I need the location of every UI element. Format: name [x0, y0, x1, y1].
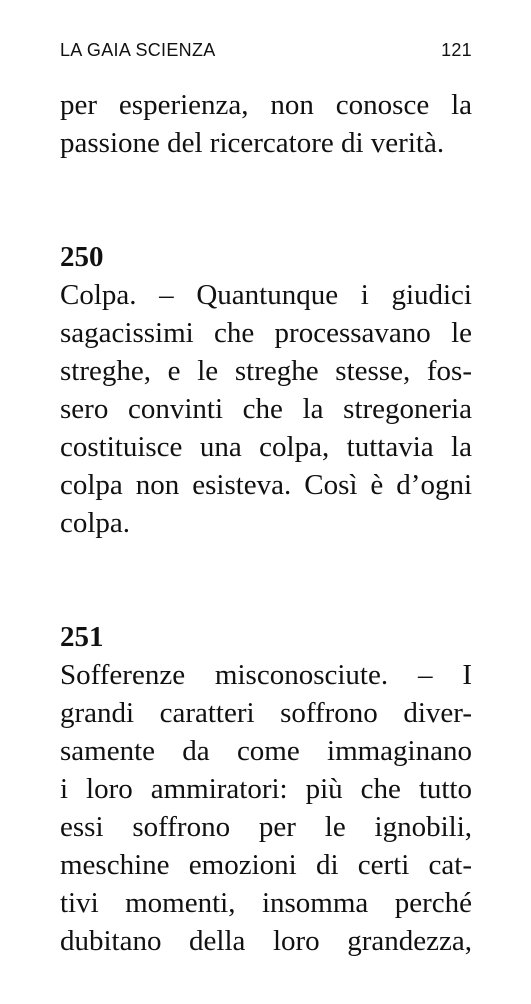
aphorism-number: 250: [60, 241, 104, 273]
text-line: tivi momenti, insomma perché: [60, 887, 472, 919]
text-line: per esperienza, non conosce la: [60, 89, 472, 121]
text-line: meschine emozioni di certi cat-: [60, 849, 472, 881]
text-line: dubitano della loro grandezza,: [60, 925, 472, 957]
text-line: essi soffrono per le ignobili,: [60, 811, 472, 843]
page-number: 121: [441, 40, 472, 60]
text-line: passione del ricercatore di verità.: [60, 127, 445, 159]
aphorism-number: 251: [60, 621, 104, 653]
text-line: grandi caratteri soffrono diver-: [60, 697, 472, 729]
text-line: costituisce una colpa, tuttavia la: [60, 431, 472, 463]
text-line: Colpa. – Quantunque i giudici: [60, 279, 472, 311]
text-line: samente da come immaginano: [60, 735, 472, 767]
text-line: Sofferenze misconosciute. – I: [60, 659, 472, 691]
text-line: colpa.: [60, 507, 131, 539]
text-line: sagacissimi che processavano le: [60, 317, 472, 349]
text-line: streghe, e le streghe stesse, fos-: [60, 355, 472, 387]
text-line: colpa non esisteva. Così è d’ogni: [60, 469, 472, 501]
running-header: [60, 40, 472, 66]
text-line: i loro ammiratori: più che tutto: [60, 773, 472, 805]
book-title: LA GAIA SCIENZA: [60, 40, 216, 60]
text-line: sero convinti che la stregoneria: [60, 393, 472, 425]
